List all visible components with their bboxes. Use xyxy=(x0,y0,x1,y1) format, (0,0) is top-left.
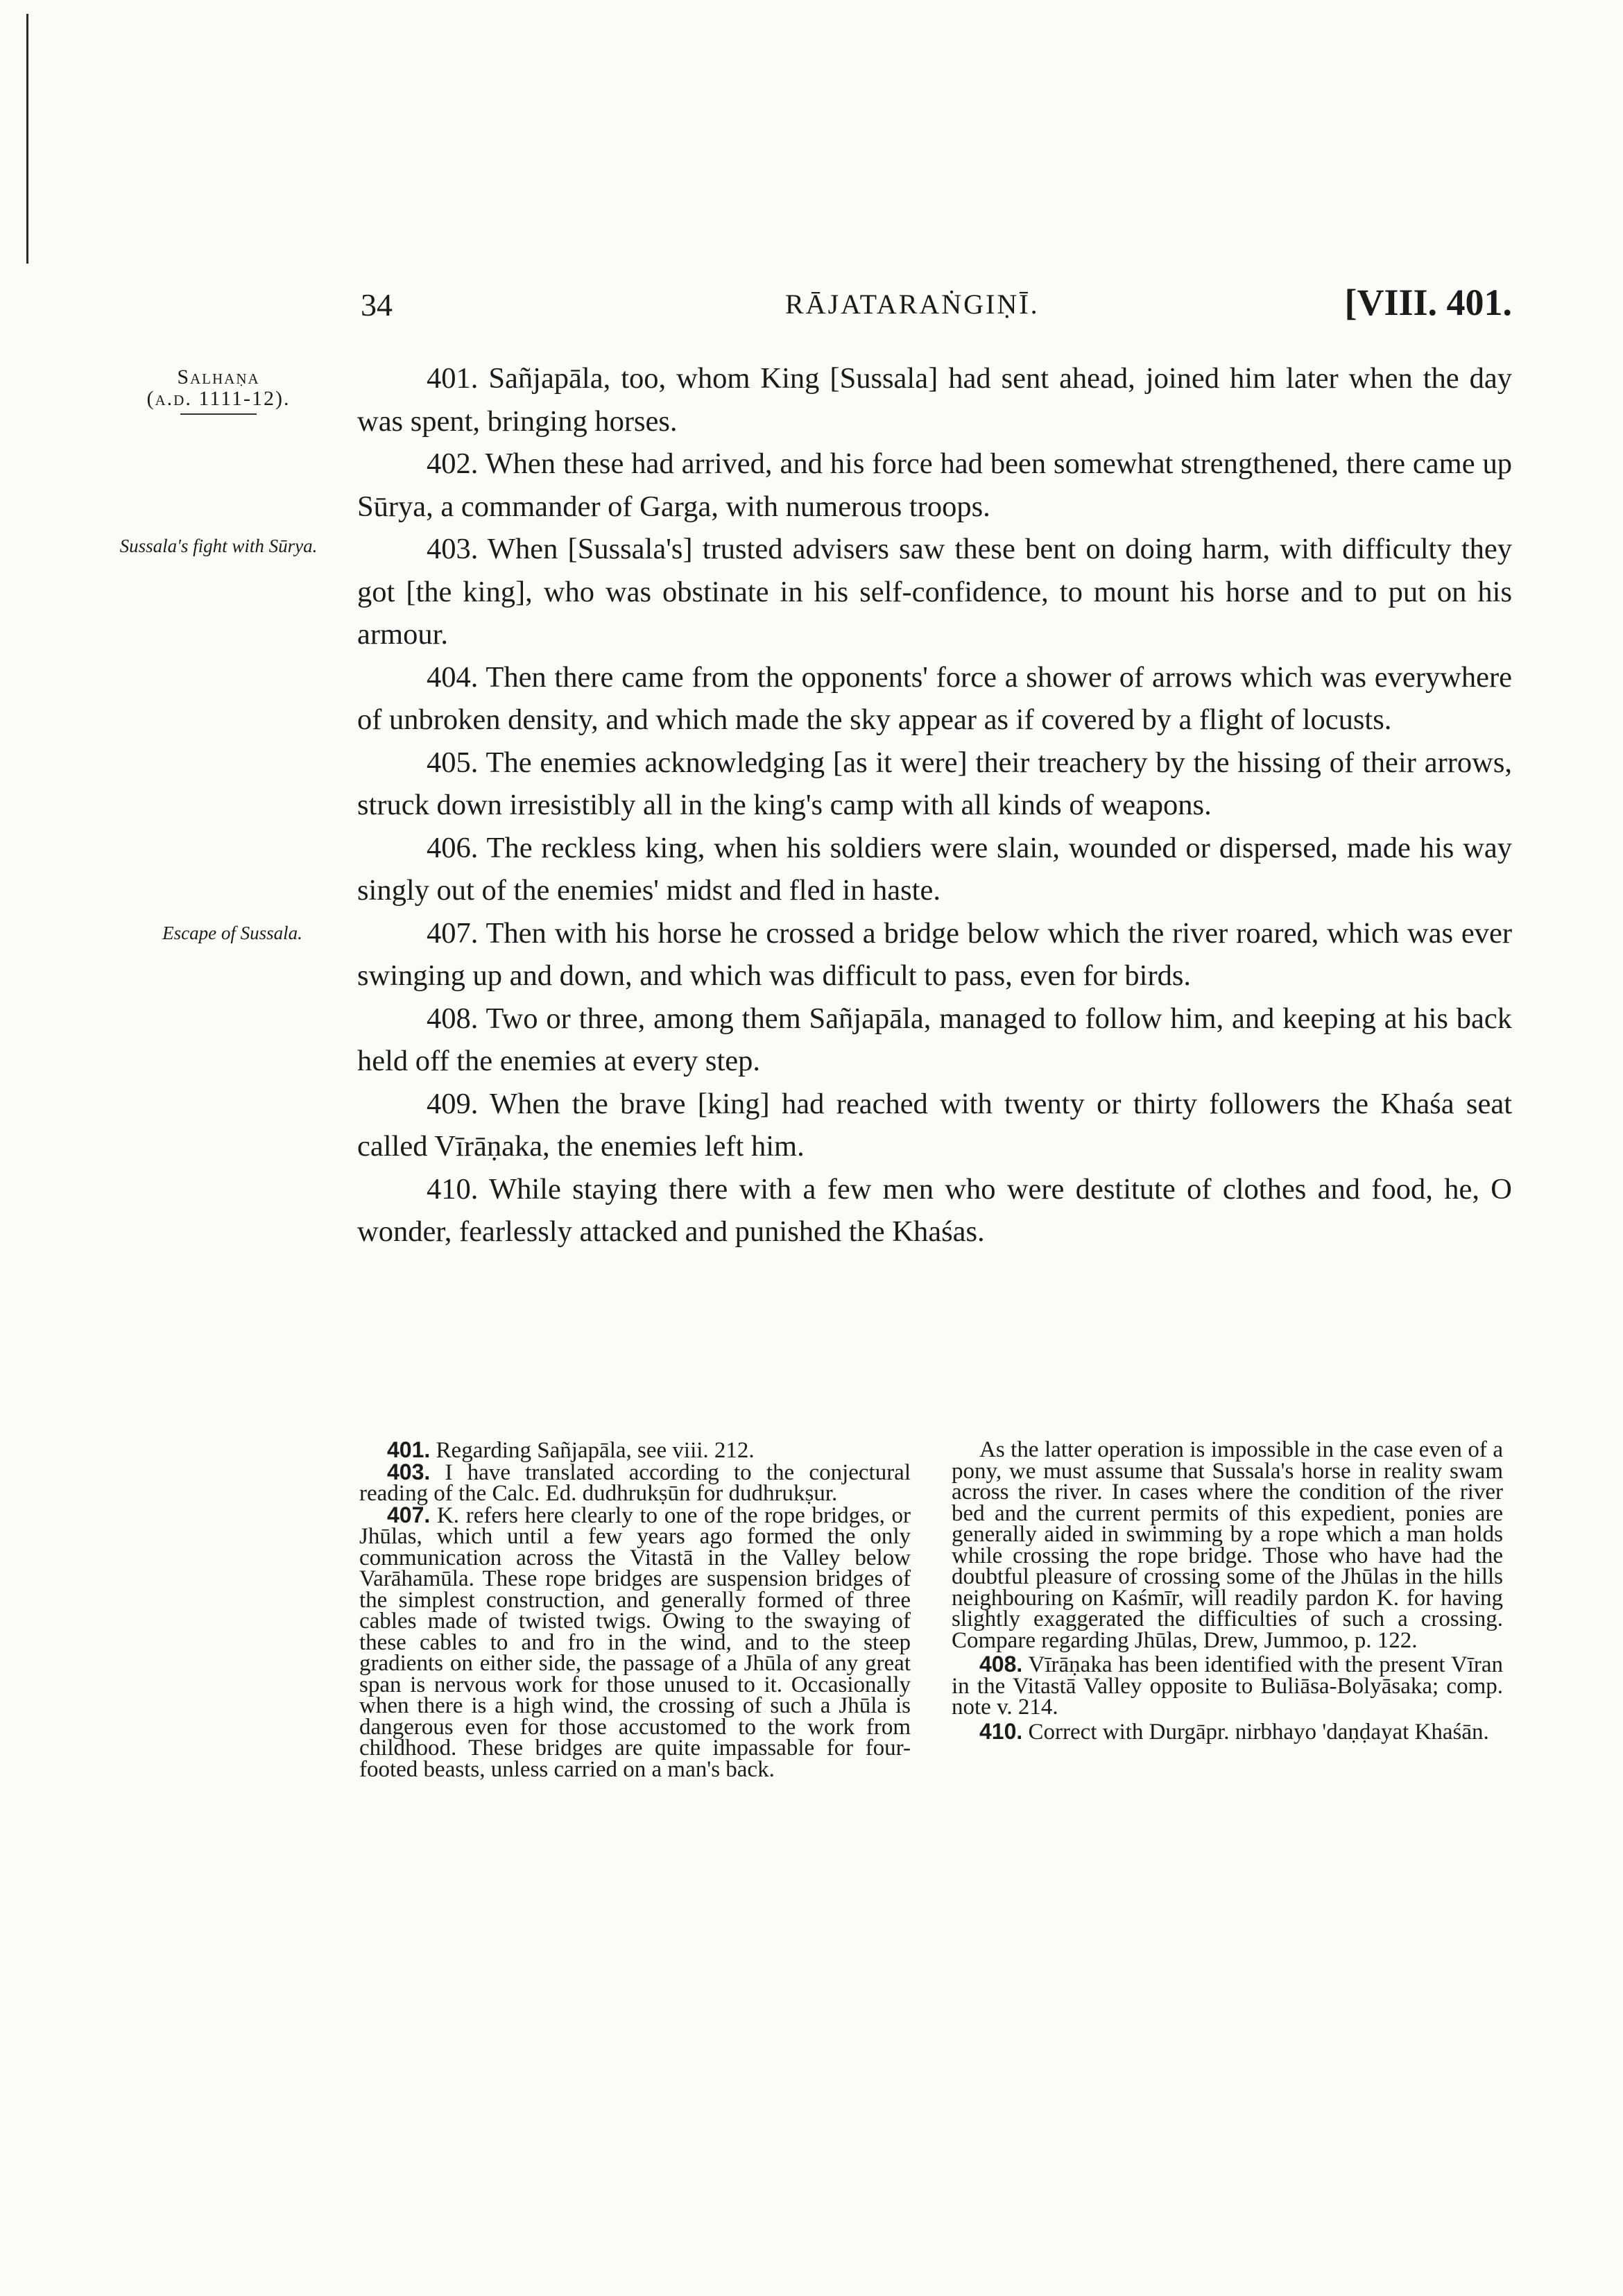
verse-number: 407. xyxy=(427,916,479,950)
page-number: 34 xyxy=(361,287,393,323)
verse-408 xyxy=(357,997,1512,1083)
verse-body: While staying there with a few men who were destitute of clothes and food, he, O wonder, fearlessly attacked and punished the Khaśas. xyxy=(357,1172,1512,1248)
footnote-number: 410. xyxy=(979,1718,1023,1744)
footnote-407-continued xyxy=(952,1439,1503,1651)
scan-edge-line xyxy=(26,14,28,264)
margin-ruler-name: Salhaṇa xyxy=(177,366,260,388)
verse-number: 410. xyxy=(427,1172,479,1206)
footnote-408 xyxy=(952,1654,1503,1718)
verse-number: 401. xyxy=(427,362,479,395)
margin-rule xyxy=(180,413,257,415)
verse-body: The enemies acknowledging [as it were] their treachery by the hissing of their arrows, struck down irresistibly all in the king's camp with all kinds of weapons. xyxy=(357,746,1512,821)
footnote-number: 403. xyxy=(387,1459,431,1484)
section-reference: [VIII. 401. xyxy=(1344,282,1512,323)
margin-note-fight xyxy=(114,536,323,557)
footnote-401 xyxy=(359,1439,911,1462)
verse-404 xyxy=(357,656,1512,742)
verse-405 xyxy=(357,742,1512,827)
footnote-number: 408. xyxy=(979,1652,1023,1677)
footnote-410 xyxy=(952,1718,1503,1745)
footnote-text: Regarding Sañjapāla, see viii. 212. xyxy=(436,1438,755,1463)
verse-number: 408. xyxy=(427,1002,479,1035)
footnote-text: I have translated according to the conjectural reading of the Calc. Ed. dudhrukṣūn for dudhrukṣur. xyxy=(359,1459,911,1506)
running-title: RĀJATARAṄGIṆĪ. xyxy=(785,289,1040,320)
verse-body: Two or three, among them Sañjapāla, managed to follow him, and keeping at his back held off the enemies at every step. xyxy=(357,1002,1513,1077)
footnote-text: Correct with Durgāpr. nirbhayo 'daṇḍayat Khaśān. xyxy=(1028,1719,1489,1745)
verse-number: 406. xyxy=(427,831,479,864)
verse-number: 405. xyxy=(427,746,479,779)
verse-406 xyxy=(357,827,1512,912)
verse-body: Sañjapāla, too, whom King [Sussala] had sent ahead, joined him later when the day was spent, bringing horses. xyxy=(357,362,1513,438)
margin-note-ruler xyxy=(104,366,333,415)
footnote-403 xyxy=(359,1459,911,1506)
footnote-407 xyxy=(359,1502,911,1782)
footnote-text: Vīrāṇaka has been identified with the present Vīran in the Vitastā Valley opposite to Buliāsa-Bolyāsaka; comp. note v. 214. xyxy=(952,1652,1503,1720)
footnotes-right-column xyxy=(952,1437,1503,1745)
footnote-number: 407. xyxy=(387,1502,431,1527)
footnote-text: K. refers here clearly to one of the rope bridges, or Jhūlas, which until a few years ago formed the only communication across the Vitastā in the Valley below Varāhamūla. These rope bridges are suspension bridges of the simplest construction, and generally formed of three cables made of twisted twigs. Owing to the swaying of these cables to and fro in the wind, and to the steep gradients on either side, the passage of a Jhūla of any great span is nervous work for those unused to it. Occasionally when there is a high wind, the crossing of such a Jhūla is dangerous even for those accustomed to the work from childhood. These bridges are quite impassable for four-footed beasts, unless carried on a man's back. xyxy=(359,1502,911,1782)
page-header xyxy=(361,281,1512,329)
footnote-text: As the latter operation is impossible in the case even of a pony, we must assume that Sussala's horse in reality swam across the river. In cases where the condition of the river bed and the current permits of this expedient, ponies are generally aided in swimming by a rope which a man holds while crossing the rope bridge. Those who have had the doubtful pleasure of crossing some of the Jhūlas in the hills neighbouring on Kaśmīr, will readily pardon K. for having slightly exaggerated the difficulties of such a crossing. Compare regarding Jhūlas, Drew, Jummoo, p. 122. xyxy=(952,1437,1503,1653)
verse-text xyxy=(357,357,1512,1253)
margin-note-text: Sussala's fight with Sūrya. xyxy=(119,536,318,556)
verse-body: The reckless king, when his soldiers were slain, wounded or dispersed, made his way singly out of the enemies' midst and fled in haste. xyxy=(357,831,1512,907)
verse-number: 402. xyxy=(427,447,479,480)
verse-401 xyxy=(357,357,1512,443)
verse-402 xyxy=(357,443,1512,528)
verse-403 xyxy=(357,528,1512,656)
verse-body: When these had arrived, and his force had been somewhat strengthened, there came up Sūrya, a commander of Garga, with numerous troops. xyxy=(357,447,1512,523)
verse-number: 403. xyxy=(427,533,479,565)
verse-number: 409. xyxy=(427,1087,479,1120)
verse-407 xyxy=(357,912,1512,997)
verse-410 xyxy=(357,1168,1512,1253)
verse-body: Then with his horse he crossed a bridge below which the river roared, which was ever swinging up and down, and which was difficult to pass, even for birds. xyxy=(357,916,1512,992)
verse-409 xyxy=(357,1083,1512,1168)
margin-ruler-dates: (a.d. 1111-12). xyxy=(146,387,291,410)
footnotes-left-column xyxy=(359,1439,911,1780)
margin-note-text: Escape of Sussala. xyxy=(162,923,302,943)
verse-number: 404. xyxy=(427,660,479,694)
verse-body: When [Sussala's] trusted advisers saw these bent on doing harm, with difficulty they got [the king], who was obstinate in his self-confidence, to mount his horse and to put on his armour. xyxy=(357,533,1512,651)
footnote-number: 401. xyxy=(387,1437,431,1462)
margin-note-escape xyxy=(128,923,336,944)
verse-body: When the brave [king] had reached with twenty or thirty followers the Khaśa seat called Vīrāṇaka, the enemies left him. xyxy=(357,1087,1513,1163)
verse-body: Then there came from the opponents' force a shower of arrows which was everywhere of unbroken density, and which made the sky appear as if covered by a flight of locusts. xyxy=(357,660,1513,736)
